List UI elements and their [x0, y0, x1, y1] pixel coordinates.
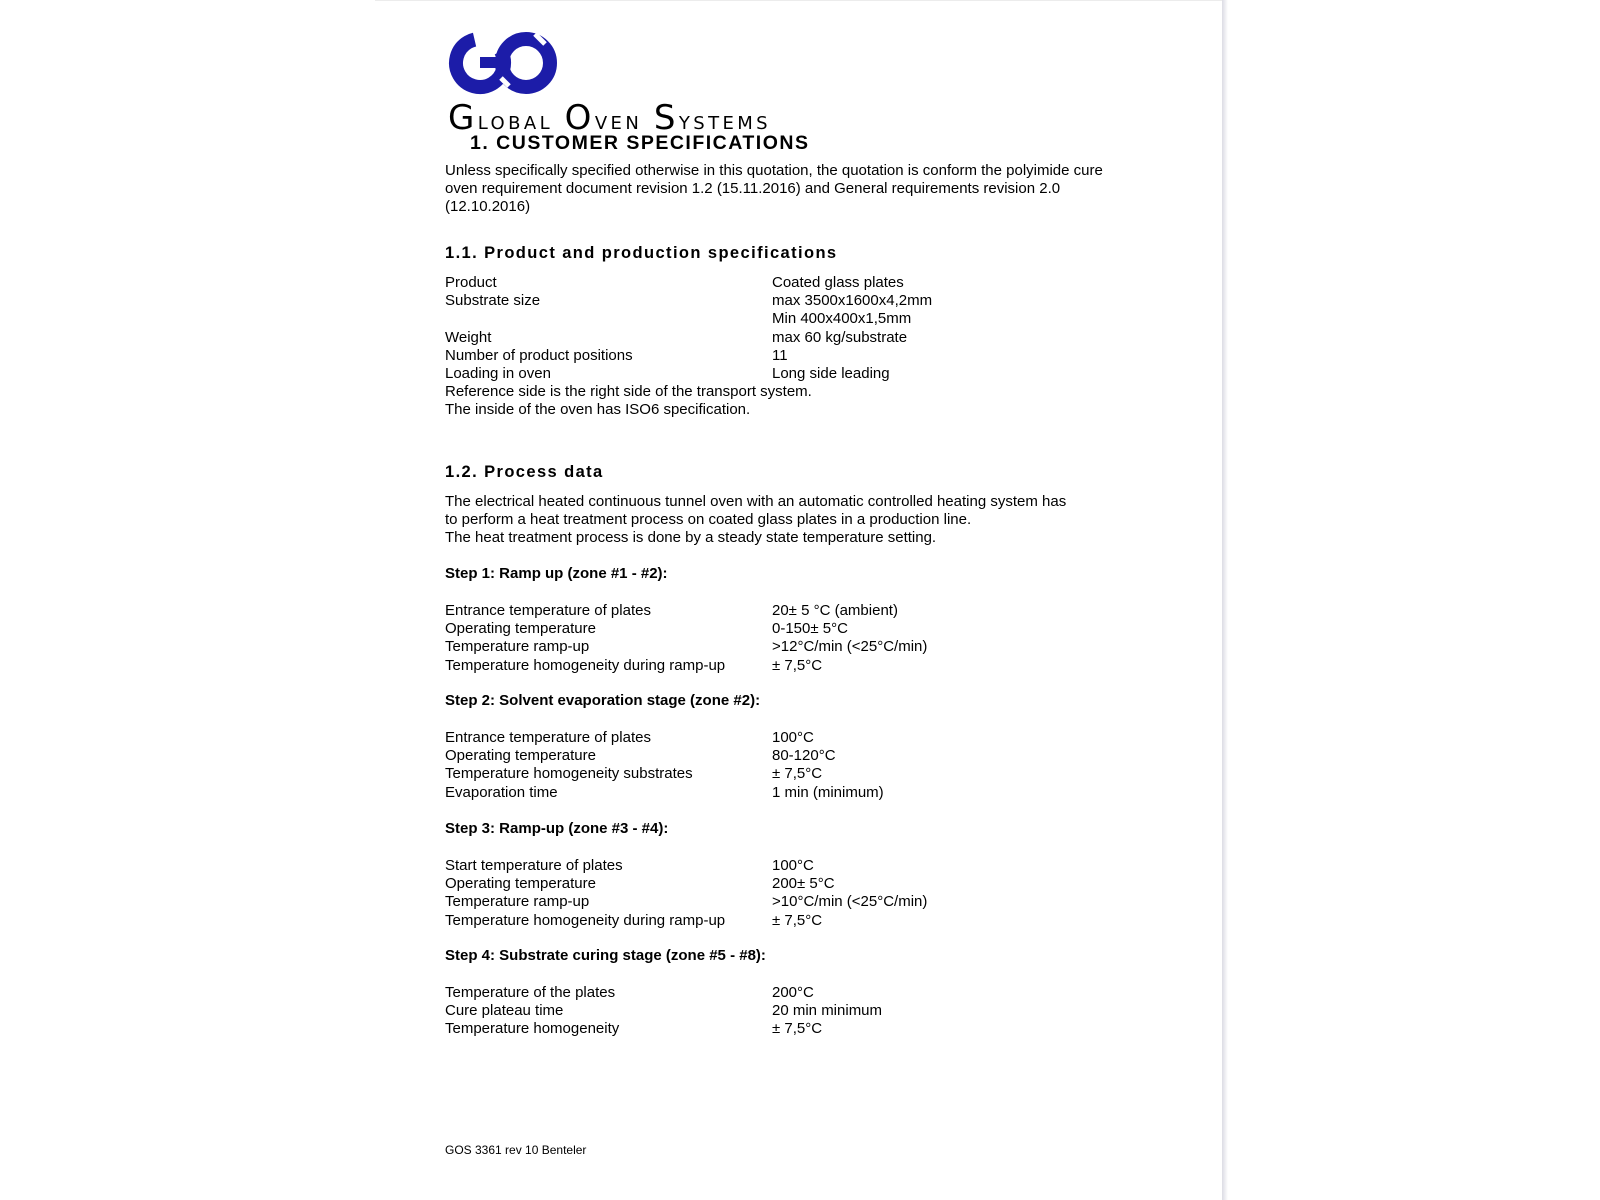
table-row — [445, 310, 1145, 328]
row-label: Weight — [445, 328, 492, 346]
row-value: ± 7,5°C — [772, 765, 823, 783]
step-1-title: Step 1: Ramp up (zone #1 - #2): — [445, 565, 668, 582]
table-row — [445, 984, 1145, 1002]
table-row — [445, 292, 1145, 310]
table-row — [445, 329, 1145, 347]
table-row — [445, 620, 1145, 638]
row-value: ± 7,5°C — [772, 911, 823, 929]
row-value: 100°C — [772, 729, 814, 746]
section-1-1-title: 1.1. Product and production specifications — [445, 244, 838, 262]
row-value: >10°C/min (<25°C/min) — [772, 893, 928, 911]
process-intro-line: to perform a heat treatment process on coated glass plates in a production line. — [445, 511, 972, 529]
table-row — [445, 347, 1145, 365]
row-value: Min 400x400x1,5mm — [772, 310, 912, 328]
process-intro-line: The heat treatment process is done by a steady state temperature setting. — [445, 529, 937, 547]
row-value: 80-120°C — [772, 747, 836, 765]
table-row — [445, 602, 1145, 620]
row-value: 200± 5°C — [772, 875, 835, 893]
row-label: Entrance temperature of plates — [445, 729, 651, 746]
step-3-table — [445, 857, 1145, 930]
row-value: 11 — [772, 346, 788, 364]
step-3-title: Step 3: Ramp-up (zone #3 - #4): — [445, 820, 669, 837]
table-row — [445, 765, 1145, 783]
row-value: ± 7,5°C — [772, 1020, 823, 1038]
table-row — [445, 729, 1145, 747]
row-value: 20 min minimum — [772, 1002, 883, 1020]
spec-note: Reference side is the right side of the transport system. — [445, 383, 812, 401]
section-1-2-title: 1.2. Process data — [445, 463, 604, 481]
row-label: Entrance temperature of plates — [445, 602, 651, 619]
row-value: max 60 kg/substrate — [772, 328, 908, 346]
row-label: Temperature homogeneity during ramp-up — [445, 911, 726, 929]
row-label: Start temperature of plates — [445, 857, 623, 874]
table-row — [445, 893, 1145, 911]
page-edge-shadow — [1222, 0, 1228, 1200]
row-label: Cure plateau time — [445, 1002, 564, 1020]
row-value: >12°C/min (<25°C/min) — [772, 638, 928, 656]
step-2-table — [445, 729, 1145, 802]
table-row — [445, 638, 1145, 656]
table-row — [445, 875, 1145, 893]
process-intro — [445, 493, 1145, 548]
table-row — [445, 747, 1145, 765]
product-spec-table — [445, 274, 1145, 420]
intro-paragraph: Unless specifically specified otherwise in this quotation, the quotation is conform the polyimide cure oven requirement document revision 1.2 (15.11.2016) and General requirements revision 2.0 (12.10.2016) — [445, 162, 1103, 216]
table-row — [445, 784, 1145, 802]
row-label: Temperature homogeneity substrates — [445, 765, 693, 783]
section-title: 1. CUSTOMER SPECIFICATIONS — [470, 132, 810, 154]
step-4-table — [445, 984, 1145, 1039]
step-4-title: Step 4: Substrate curing stage (zone #5 - #8): — [445, 947, 766, 964]
row-value: Coated glass plates — [772, 274, 904, 291]
go-logo — [447, 30, 559, 96]
page-footer: GOS 3361 rev 10 Benteler — [445, 1143, 587, 1157]
row-value: 100°C — [772, 857, 814, 874]
row-value: 20± 5 °C (ambient) — [772, 602, 898, 619]
row-label: Loading in oven — [445, 364, 551, 382]
row-label: Temperature homogeneity — [445, 1020, 620, 1038]
step-2-title: Step 2: Solvent evaporation stage (zone #2): — [445, 692, 761, 709]
page-top-edge — [375, 0, 1223, 1]
row-label: Evaporation time — [445, 783, 558, 801]
row-label: Temperature ramp-up — [445, 638, 590, 656]
row-value: 0-150± 5°C — [772, 620, 848, 638]
row-value: ± 7,5°C — [772, 656, 823, 674]
table-row — [445, 912, 1145, 930]
row-label: Operating temperature — [445, 875, 596, 893]
spec-note: The inside of the oven has ISO6 specification. — [445, 401, 751, 419]
row-value: Long side leading — [772, 364, 890, 382]
row-label: Temperature of the plates — [445, 984, 616, 1001]
row-value: 200°C — [772, 984, 814, 1001]
row-label: Temperature homogeneity during ramp-up — [445, 656, 726, 674]
table-row — [445, 365, 1145, 383]
row-value: 1 min (minimum) — [772, 783, 884, 801]
table-row — [445, 857, 1145, 875]
table-row — [445, 274, 1145, 292]
table-row — [445, 657, 1145, 675]
table-row — [445, 1020, 1145, 1038]
row-label: Product — [445, 274, 497, 291]
step-1-table — [445, 602, 1145, 675]
row-label: Operating temperature — [445, 620, 596, 638]
row-value: max 3500x1600x4,2mm — [772, 292, 933, 310]
row-label: Operating temperature — [445, 747, 596, 765]
row-label: Number of product positions — [445, 346, 633, 364]
table-row — [445, 1002, 1145, 1020]
row-label: Temperature ramp-up — [445, 893, 590, 911]
company-name: Global Oven Systems — [448, 98, 772, 138]
process-intro-line: The electrical heated continuous tunnel oven with an automatic controlled heating system has — [445, 493, 1067, 510]
row-label: Substrate size — [445, 292, 541, 310]
